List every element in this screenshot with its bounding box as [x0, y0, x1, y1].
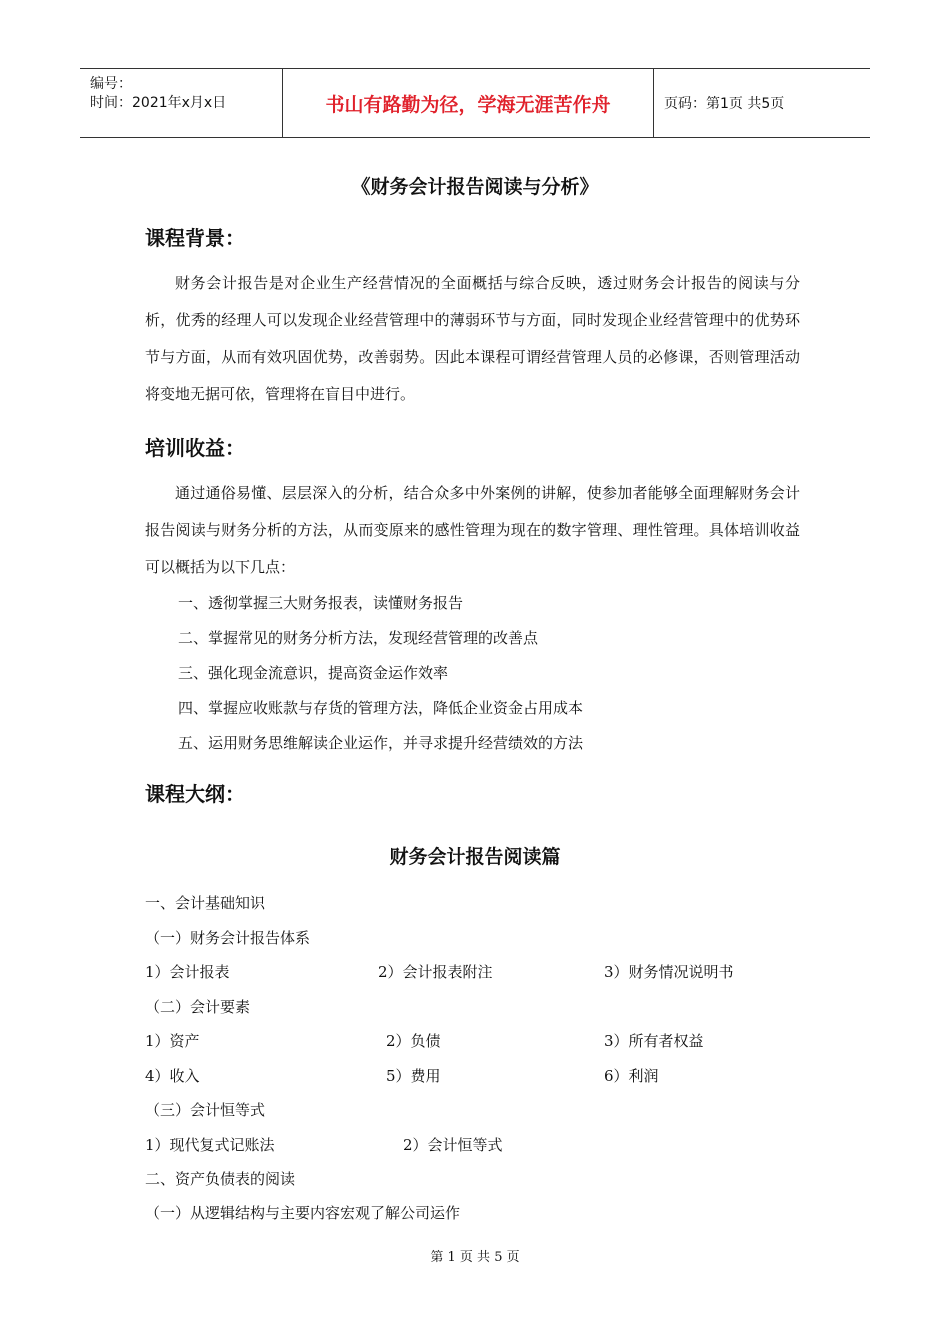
header-meta — [80, 69, 282, 137]
motto-text: 书山有路勤为径，学海无涯苦作舟 — [325, 93, 611, 116]
benefit-item: 二、掌握常见的财务分析方法，发现经营管理的改善点 — [178, 629, 539, 647]
outline-heading: 课程大纲： — [145, 782, 245, 806]
outline-item: 1）会计报表 — [145, 963, 230, 981]
document-header — [80, 68, 870, 138]
outline-item: 3）财务情况说明书 — [604, 963, 734, 981]
outline-item: 6）利润 — [604, 1067, 659, 1085]
section-heading: （一）财务会计报告体系 — [145, 929, 311, 947]
background-paragraph: 财务会计报告是对企业生产经营情况的全面概括与综合反映，透过财务会计报告的阅读与分析，优秀的经理人可以发现企业经营管理中的薄弱环节与方面，同时发现企业经营管理中的优势环节与方面，从而有效巩固优势，改善弱势。因此本课程可谓经营管理人员的必修课，否则管理活动将变地无据可依，管理将在盲目中进行。 — [145, 274, 800, 403]
page-info: 页码：第1页 共5页 — [664, 96, 785, 112]
page-footer: 第 1 页 共 5 页 — [430, 1250, 520, 1265]
background-heading: 课程背景： — [145, 226, 245, 250]
outline-item: 2）会计恒等式 — [403, 1136, 503, 1154]
part-title: 财务会计报告阅读篇 — [389, 846, 561, 868]
section-heading: （三）会计恒等式 — [145, 1101, 266, 1119]
number-label: 编号： — [90, 76, 132, 92]
benefits-paragraph: 通过通俗易懂、层层深入的分析，结合众多中外案例的讲解，使参加者能够全面理解财务会计报告阅读与财务分析的方法，从而变原来的感性管理为现在的数字管理、理性管理。具体培训收益可以概括为以下几点： — [145, 484, 800, 576]
outline-item: 3）所有者权益 — [604, 1032, 704, 1050]
document-title: 《财务会计报告阅读与分析》 — [351, 176, 599, 198]
benefit-item: 五、运用财务思维解读企业运作，并寻求提升经营绩效的方法 — [178, 734, 584, 752]
header-motto-cell — [282, 69, 654, 137]
section-heading: （二）会计要素 — [145, 998, 251, 1016]
chapter-heading: 二、资产负债表的阅读 — [145, 1170, 296, 1188]
section-heading: （一）从逻辑结构与主要内容宏观了解公司运作 — [145, 1204, 461, 1222]
chapter-heading: 一、会计基础知识 — [145, 894, 266, 912]
benefit-item: 三、强化现金流意识，提高资金运作效率 — [178, 664, 449, 682]
outline-item: 1）现代复式记账法 — [145, 1136, 275, 1154]
outline-item: 4）收入 — [145, 1067, 200, 1085]
benefit-item: 四、掌握应收账款与存货的管理方法，降低企业资金占用成本 — [178, 699, 584, 717]
outline-item: 1）资产 — [145, 1032, 200, 1050]
outline-item: 2）负债 — [386, 1032, 441, 1050]
date-label: 时间：2021年x月x日 — [90, 95, 227, 111]
outline-item: 5）费用 — [386, 1067, 441, 1085]
benefit-item: 一、透彻掌握三大财务报表，读懂财务报告 — [178, 594, 464, 612]
benefits-heading: 培训收益： — [145, 436, 245, 460]
outline-item: 2）会计报表附注 — [378, 963, 493, 981]
